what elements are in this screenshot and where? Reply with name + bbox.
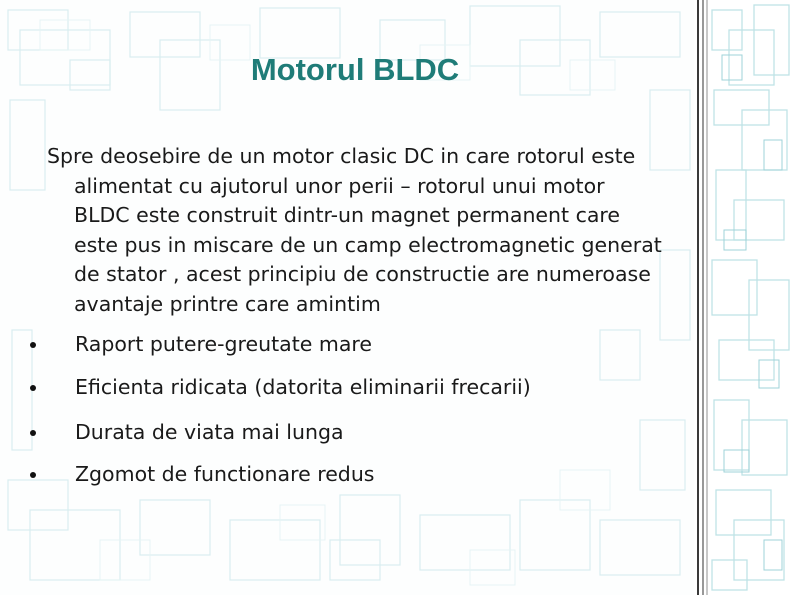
intro-line: alimentat cu ajutorul unor perii – rotorul unui motor — [74, 173, 605, 198]
intro-line: este pus in miscare de un camp electromagnetic generat — [74, 232, 662, 257]
bullet-dot-icon — [30, 342, 36, 348]
bullet-text: Eficienta ridicata (datorita eliminarii frecarii) — [75, 375, 531, 399]
intro-line: de stator , acest principiu de constructie are numeroase — [74, 262, 651, 286]
bullet-text: Durata de viata mai lunga — [75, 420, 344, 444]
bullet-item — [30, 329, 690, 359]
bullet-dot-icon — [30, 385, 36, 391]
intro-line: avantaje printre care amintim — [74, 291, 381, 316]
slide-title: Motorul BLDC — [250, 52, 460, 87]
bullet-item — [30, 372, 690, 402]
bullet-item — [30, 417, 690, 447]
intro-line: BLDC este construit dintr-un magnet permanent care — [74, 203, 621, 227]
decorative-side-border — [694, 0, 794, 595]
bullet-text: Raport putere-greutate mare — [75, 332, 373, 356]
bullet-item — [30, 459, 690, 489]
bullet-dot-icon — [30, 472, 36, 478]
bullet-text: Zgomot de functionare redus — [75, 462, 375, 486]
intro-line: Spre deosebire de un motor clasic DC in care rotorul este — [47, 144, 636, 168]
intro-paragraph — [47, 142, 697, 319]
bullet-dot-icon — [30, 430, 36, 436]
